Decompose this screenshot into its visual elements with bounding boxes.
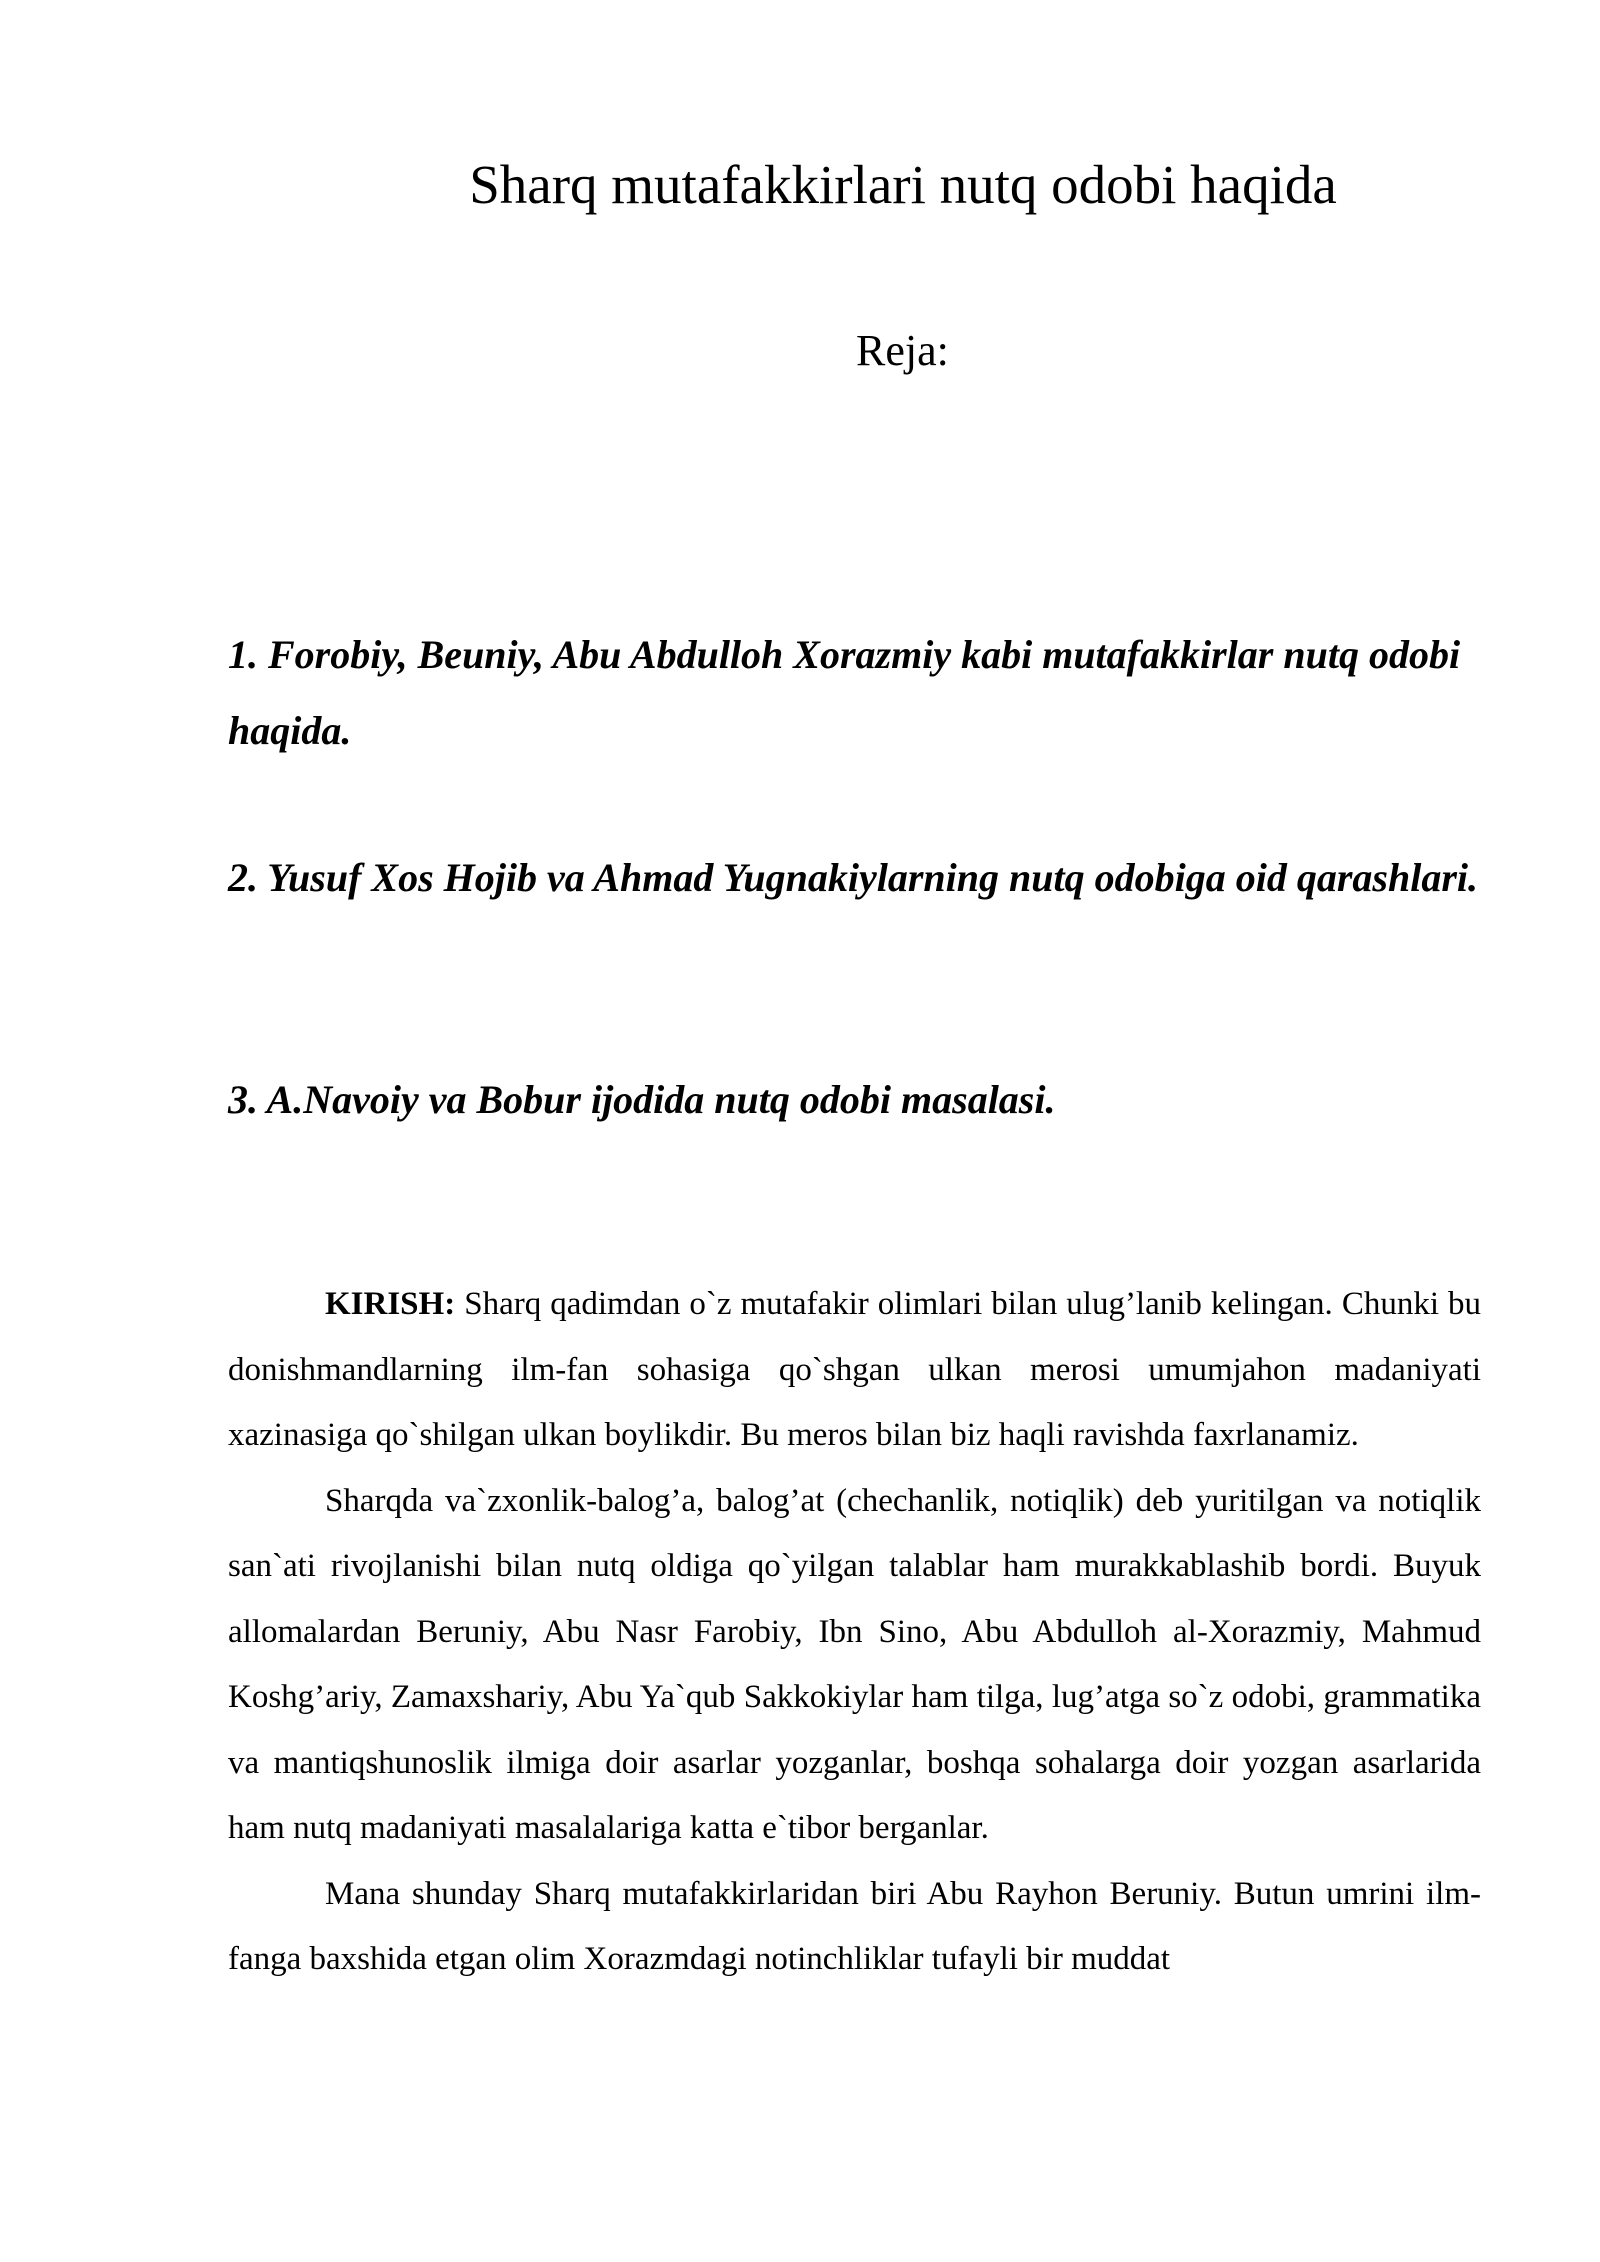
paragraph-3: Mana shunday Sharq mutafakkirlaridan biri Abu Rayhon Beruniy. Butun umrini ilm-fanga baxshida etgan olim Xorazmdagi notinchliklar tufayli bir muddat <box>228 1875 1481 1977</box>
document-title: Sharq mutafakkirlari nutq odobi haqida <box>469 154 1337 215</box>
plan-item-3: 3. A.Navoiy va Bobur ijodida nutq odobi masalasi. <box>228 1077 1056 1122</box>
paragraph-intro <box>228 1272 1481 1469</box>
plan-item-2: 2. Yusuf Xos Hojib va Ahmad Yugnakiylarning nutq odobiga oid qarashlari. <box>228 855 1478 900</box>
paragraph-1-text: Sharq qadimdan o`z mutafakir olimlari bilan ulug’lanib kelingan. Chunki bu donishmandlarning ilm-fan sohasiga qo`shgan ulkan merosi umumjahon madaniyati xazinasiga qo`shilgan ulkan boylikdir. Bu meros bilan biz haqli ravishda faxrlanamiz. <box>228 1286 1482 1453</box>
plan-heading: Reja: <box>856 326 949 375</box>
paragraph-2: Sharqda va`zxonlik-balog’a, balog’at (chechanlik, notiqlik) deb yuritilgan va notiqlik san`ati rivojlanishi bilan nutq oldiga qo`yilgan talablar ham murakkablashib bordi. Buyuk allomalardan Beruniy, Abu Nasr Farobiy, Ibn Sino, Abu Abdulloh al-Xorazmiy, Mahmud Koshg’ariy, Zamaxshariy, Abu Ya`qub Sakkokiylar ham tilga, lug’atga so`z odobi, grammatika va mantiqshunoslik ilmiga doir asarlar yozganlar, boshqa sohalarga doir yozgan asarlarida ham nutq madaniyati masalalariga katta e`tibor berganlar. <box>228 1482 1481 1846</box>
intro-label: KIRISH: <box>325 1286 456 1322</box>
body-text <box>228 1272 1481 1993</box>
plan-item-1: 1. Forobiy, Beuniy, Abu Abdulloh Xorazmiy kabi mutafakkirlar nutq odobi haqida. <box>228 632 1461 753</box>
